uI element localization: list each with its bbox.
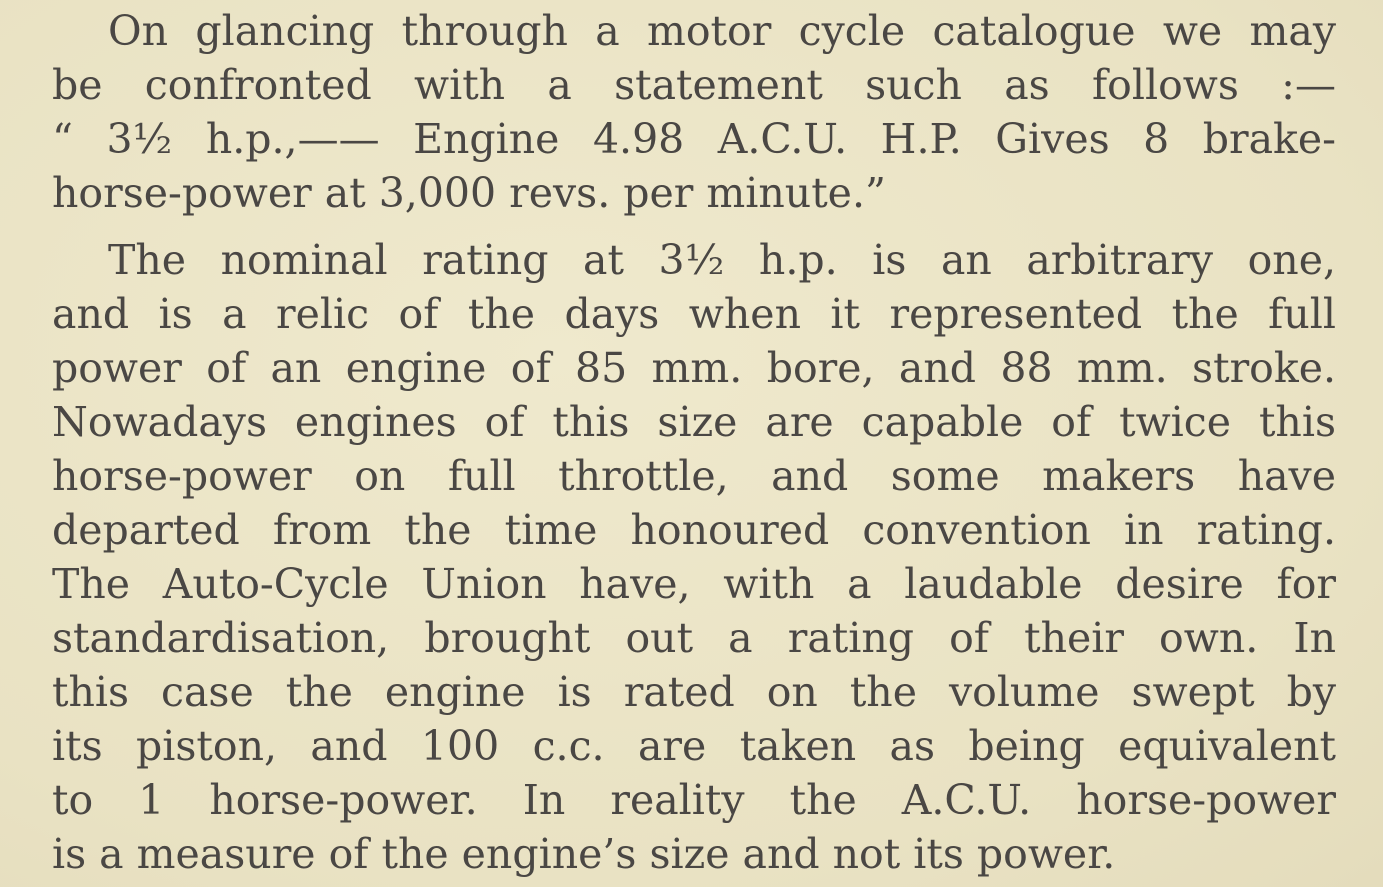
paragraph-nominal-rating	[52, 233, 1336, 881]
text-line: this case the engine is rated on the volume swept by	[52, 668, 1336, 716]
text-line: horse-power at 3,000 revs. per minute.”	[52, 169, 886, 217]
text-line: horse-power on full throttle, and some makers have	[52, 452, 1336, 500]
text-line: The nominal rating at 3½ h.p. is an arbitrary one,	[108, 236, 1336, 284]
text-line: power of an engine of 85 mm. bore, and 88 mm. stroke.	[52, 344, 1336, 392]
text-line: and is a relic of the days when it represented the full	[52, 290, 1336, 338]
text-line: On glancing through a motor cycle catalogue we may	[108, 7, 1336, 55]
text-line: be confronted with a statement such as follows :—	[52, 61, 1336, 109]
text-line: “ 3½ h.p.,—— Engine 4.98 A.C.U. H.P. Gives 8 brake-	[52, 115, 1336, 163]
text-line: standardisation, brought out a rating of their own. In	[52, 614, 1336, 662]
text-line: departed from the time honoured convention in rating.	[52, 506, 1336, 554]
text-line: The Auto-Cycle Union have, with a laudable desire for	[52, 560, 1336, 608]
paragraph-catalogue-statement	[52, 4, 1336, 220]
text-line: its piston, and 100 c.c. are taken as being equivalent	[52, 722, 1336, 770]
text-line: Nowadays engines of this size are capable of twice this	[52, 398, 1336, 446]
text-line: is a measure of the engine’s size and not its power.	[52, 830, 1116, 878]
text-line: to 1 horse-power. In reality the A.C.U. horse-power	[52, 776, 1336, 824]
